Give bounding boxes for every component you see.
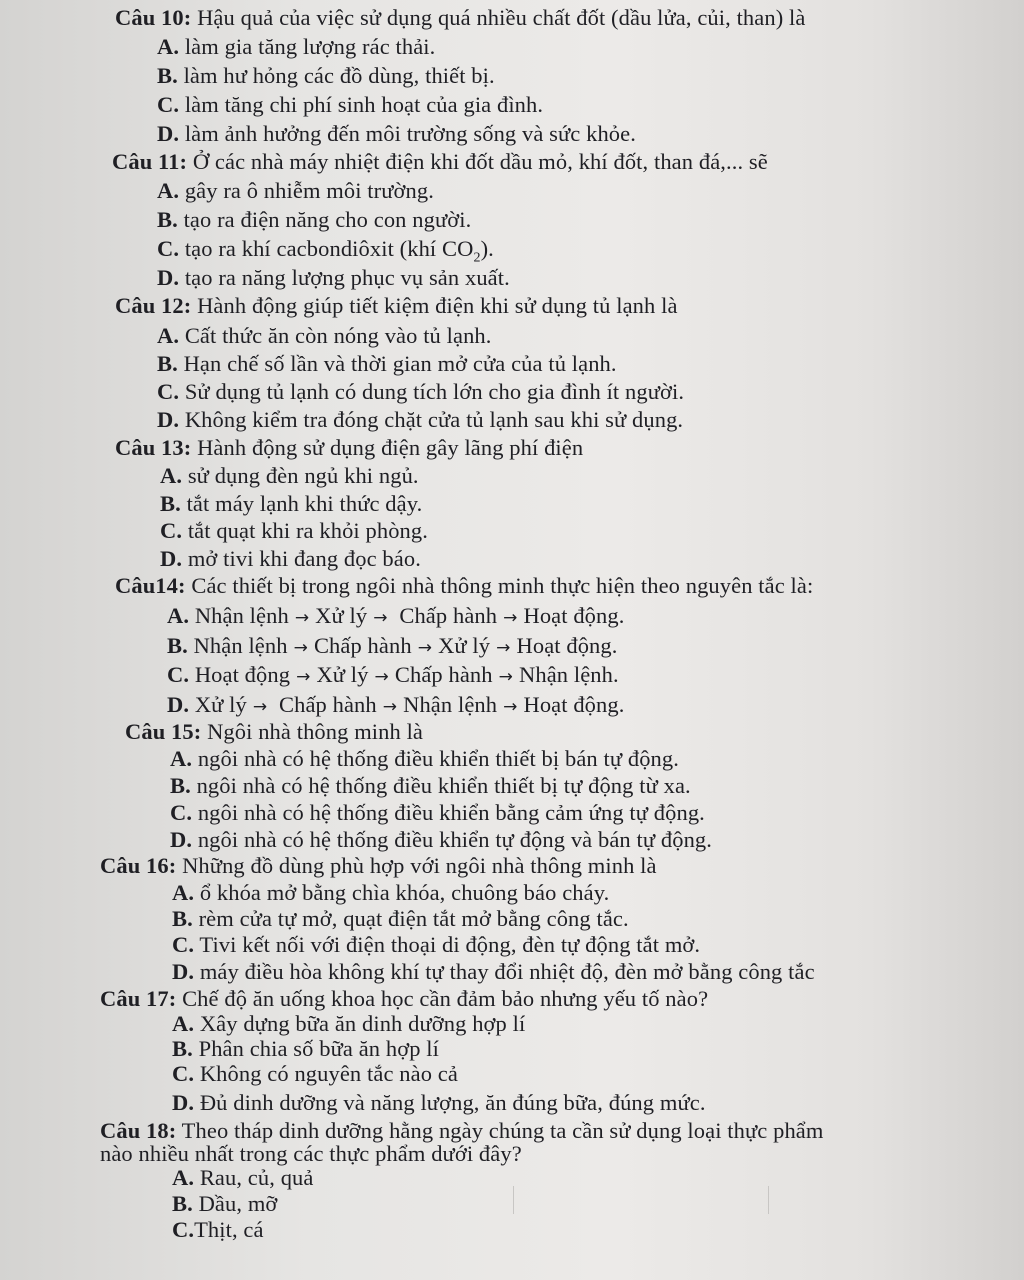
- question-text: Các thiết bị trong ngôi nhà thông minh thực hiện theo nguyên tắc là:: [191, 573, 814, 598]
- option-d: D. Không kiểm tra đóng chặt cửa tủ lạnh sau khi sử dụng.: [157, 407, 684, 432]
- question-text: Chế độ ăn uống khoa học cần đảm bảo nhưng yếu tố nào?: [182, 986, 709, 1011]
- paper-mark: [768, 1186, 769, 1214]
- option-b: B. tắt máy lạnh khi thức dậy.: [160, 491, 423, 516]
- option-b: B. Phân chia số bữa ăn hợp lí: [172, 1036, 439, 1061]
- option-c: C.Thịt, cá: [172, 1217, 264, 1242]
- option-a: A. ổ khóa mở bằng chìa khóa, chuông báo cháy.: [172, 880, 610, 905]
- arrow-right-icon: →: [294, 608, 310, 628]
- question-text-continued: nào nhiều nhất trong các thực phẩm dưới đây?: [100, 1141, 522, 1166]
- question-13: [115, 434, 583, 462]
- option-d: D. máy điều hòa không khí tự thay đổi nhiệt độ, đèn mở bằng công tắc: [172, 959, 815, 984]
- option-c: C. ngôi nhà có hệ thống điều khiển bằng cảm ứng tự động.: [170, 800, 705, 825]
- option-d: D. ngôi nhà có hệ thống điều khiển tự động và bán tự động.: [170, 827, 712, 852]
- arrow-right-icon: →: [293, 638, 308, 658]
- question-label: Câu 18:: [100, 1118, 177, 1143]
- option-b: B. Nhận lệnh → Chấp hành → Xử lý → Hoạt động.: [167, 633, 618, 658]
- question-12: [115, 292, 678, 320]
- question-text: Hành động sử dụng điện gây lãng phí điện: [197, 435, 584, 460]
- arrow-right-icon: →: [417, 638, 433, 658]
- option-d: D. Đủ dinh dưỡng và năng lượng, ăn đúng bữa, đúng mức.: [172, 1090, 706, 1115]
- question-text: Những đồ dùng phù hợp với ngôi nhà thông minh là: [182, 853, 657, 878]
- option-b: B. tạo ra điện năng cho con người.: [157, 207, 472, 232]
- arrow-right-icon: →: [496, 638, 511, 658]
- question-label: Câu 16:: [100, 853, 177, 878]
- option-c: C. Tivi kết nối với điện thoại di động, đèn tự động tắt mở.: [172, 932, 701, 957]
- option-b: B. ngôi nhà có hệ thống điều khiển thiết bị tự động từ xa.: [170, 773, 691, 798]
- arrow-right-icon: →: [373, 608, 388, 628]
- arrow-right-icon: →: [382, 697, 398, 717]
- option-a: A. làm gia tăng lượng rác thải.: [157, 34, 436, 59]
- question-10: [115, 4, 805, 32]
- option-c: C. Không có nguyên tắc nào cả: [172, 1061, 458, 1086]
- question-17: [100, 985, 708, 1013]
- question-label: Câu 12:: [115, 293, 192, 318]
- question-label: Câu 13:: [115, 435, 192, 460]
- arrow-right-icon: →: [296, 667, 311, 687]
- option-a: A. sử dụng đèn ngủ khi ngủ.: [160, 463, 419, 488]
- question-text: Ngôi nhà thông minh là: [207, 719, 424, 744]
- question-label: Câu 10:: [115, 5, 192, 30]
- question-text: Theo tháp dinh dưỡng hằng ngày chúng ta cần sử dụng loại thực phẩm: [181, 1118, 824, 1143]
- question-text: Hậu quả của việc sử dụng quá nhiều chất đốt (dầu lửa, củi, than) là: [197, 5, 806, 30]
- option-c: C. tạo ra khí cacbondiôxit (khí $CO_2$).: [157, 236, 494, 266]
- arrow-right-icon: →: [252, 697, 268, 717]
- option-d: D. Xử lý → Chấp hành → Nhận lệnh → Hoạt động.: [167, 692, 625, 717]
- question-label: Câu14:: [115, 573, 186, 598]
- option-c: C. làm tăng chi phí sinh hoạt của gia đình.: [157, 92, 544, 117]
- question-14: [115, 572, 813, 600]
- question-text: Ở các nhà máy nhiệt điện khi đốt dầu mỏ, khí đốt, than đá,... sẽ: [192, 149, 768, 174]
- option-b: B. Hạn chế số lần và thời gian mở cửa của tủ lạnh.: [157, 351, 617, 376]
- question-label: Câu 15:: [125, 719, 202, 744]
- option-a: A. ngôi nhà có hệ thống điều khiển thiết bị bán tự động.: [170, 746, 679, 771]
- paper-mark: [513, 1186, 514, 1214]
- option-d: D. tạo ra năng lượng phục vụ sản xuất.: [157, 265, 510, 290]
- arrow-right-icon: →: [374, 667, 389, 687]
- option-d: D. mở tivi khi đang đọc báo.: [160, 546, 421, 571]
- option-a: A. gây ra ô nhiễm môi trường.: [157, 178, 434, 203]
- question-text: Hành động giúp tiết kiệm điện khi sử dụng tủ lạnh là: [197, 293, 678, 318]
- option-a: A. Nhận lệnh → Xử lý → Chấp hành → Hoạt động.: [167, 603, 625, 628]
- arrow-right-icon: →: [498, 667, 513, 687]
- question-15: [125, 718, 423, 746]
- question-16: [100, 852, 657, 880]
- arrow-right-icon: →: [503, 608, 518, 628]
- question-11: [112, 148, 768, 176]
- question-label: Câu 17:: [100, 986, 177, 1011]
- option-c: C. tắt quạt khi ra khỏi phòng.: [160, 518, 428, 543]
- option-c: C. Hoạt động → Xử lý → Chấp hành → Nhận lệnh.: [167, 662, 619, 687]
- option-b: B. rèm cửa tự mở, quạt điện tắt mở bằng công tắc.: [172, 906, 629, 931]
- arrow-right-icon: →: [503, 697, 518, 717]
- option-b: B. làm hư hỏng các đồ dùng, thiết bị.: [157, 63, 495, 88]
- option-c: C. Sử dụng tủ lạnh có dung tích lớn cho gia đình ít người.: [157, 379, 685, 404]
- option-b: B. Dầu, mỡ: [172, 1191, 278, 1216]
- option-d: D. làm ảnh hưởng đến môi trường sống và sức khỏe.: [157, 121, 636, 146]
- option-a: A. Cất thức ăn còn nóng vào tủ lạnh.: [157, 323, 492, 348]
- option-a: A. Xây dựng bữa ăn dinh dưỡng hợp lí: [172, 1011, 526, 1036]
- option-a: A. Rau, củ, quả: [172, 1165, 314, 1190]
- question-label: Câu 11:: [112, 149, 188, 174]
